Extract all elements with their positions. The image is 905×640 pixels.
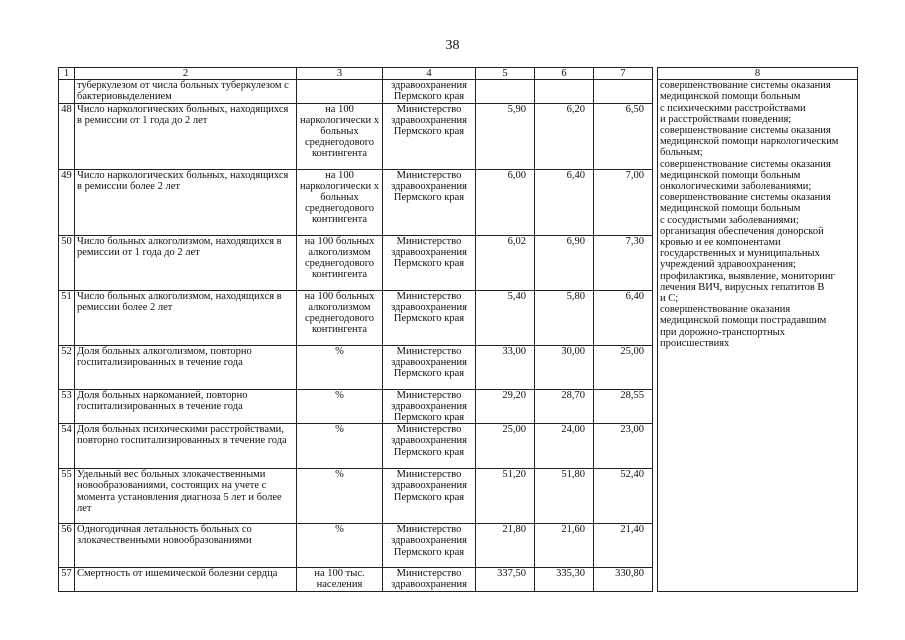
row-number: 54	[59, 424, 75, 469]
unit-cell: %	[297, 424, 383, 469]
column-gap	[653, 235, 658, 290]
value-year-2: 335,30	[535, 568, 594, 592]
measure-line: совершенствование системы оказания	[660, 80, 831, 92]
value-year-1: 5,40	[476, 290, 535, 345]
column-gap	[653, 290, 658, 345]
responsible-org: Министерство здравоохранения Пермского края	[383, 235, 476, 290]
row-number: 52	[59, 345, 75, 389]
indicators-table	[58, 67, 858, 592]
indicator-name: туберкулезом от числа больных туберкулезом с бактериовыделением	[75, 80, 297, 103]
row-number: 56	[59, 524, 75, 568]
indicator-name: Доля больных наркоманией, повторно госпитализированных в течение года	[75, 389, 297, 424]
value-year-1: 51,20	[476, 469, 535, 524]
responsible-org: Министерство здравоохранения Пермского края	[383, 290, 476, 345]
page-number: 38	[445, 38, 460, 53]
value-year-1: 6,02	[476, 235, 535, 290]
value-year-2: 21,60	[535, 524, 594, 568]
column-gap	[653, 524, 658, 568]
value-year-2: 24,00	[535, 424, 594, 469]
responsible-org: Министерство здравоохранения Пермского края	[383, 524, 476, 568]
measure-line: при дорожно-транспортных	[660, 326, 785, 338]
responsible-org: Министерство здравоохранения Пермского края	[383, 469, 476, 524]
value-year-1: 6,00	[476, 169, 535, 235]
indicator-name: Число больных алкоголизмом, находящихся в ремиссии от 1 года до 2 лет	[75, 235, 297, 290]
row-number: 50	[59, 235, 75, 290]
header-cell: 3	[297, 68, 383, 80]
value-year-3: 52,40	[594, 469, 653, 524]
measure-line: и расстройствами поведения;	[660, 113, 792, 125]
header-cell: 7	[594, 68, 653, 80]
measure-line: больным;	[660, 147, 703, 159]
measure-line: организация обеспечения донорской	[660, 225, 824, 237]
value-year-1: 25,00	[476, 424, 535, 469]
header-row	[59, 68, 858, 80]
row-number: 48	[59, 103, 75, 169]
value-year-1: 5,90	[476, 103, 535, 169]
measure-line: профилактика, выявление, мониторинг	[660, 270, 835, 282]
measure-line: учреждений здравоохранения;	[660, 259, 796, 271]
measure-line: с сосудистыми заболеваниями;	[660, 214, 799, 226]
value-year-3	[594, 80, 653, 103]
value-year-3: 25,00	[594, 345, 653, 389]
column-gap	[653, 169, 658, 235]
value-year-3: 23,00	[594, 424, 653, 469]
unit-cell: на 100 больных алкоголизмом среднегодового контингента	[297, 290, 383, 345]
value-year-3: 7,30	[594, 235, 653, 290]
responsible-org: Министерство здравоохранения Пермского края	[383, 424, 476, 469]
responsible-org: Министерство здравоохранения	[383, 568, 476, 592]
responsible-org: Министерство здравоохранения Пермского края	[383, 389, 476, 424]
value-year-2	[535, 80, 594, 103]
measure-line: медицинской помощи наркологическим	[660, 136, 839, 148]
unit-cell: на 100 больных алкоголизмом среднегодового контингента	[297, 235, 383, 290]
table-row	[59, 80, 858, 103]
value-year-2: 6,40	[535, 169, 594, 235]
measure-line: онкологическими заболеваниями;	[660, 181, 812, 193]
measure-line: происшествиях	[660, 337, 730, 349]
header-cell: 5	[476, 68, 535, 80]
measure-line: и С;	[660, 293, 679, 305]
unit-cell: %	[297, 469, 383, 524]
measure-line: совершенствование системы оказания	[660, 192, 831, 204]
row-number	[59, 80, 75, 103]
column-gap	[653, 469, 658, 524]
unit-cell	[297, 80, 383, 103]
measure-line: кровью и ее компонентами	[660, 237, 781, 249]
responsible-org: Министерство здравоохранения Пермского края	[383, 169, 476, 235]
value-year-3: 6,50	[594, 103, 653, 169]
value-year-3: 28,55	[594, 389, 653, 424]
unit-cell: %	[297, 345, 383, 389]
row-number: 55	[59, 469, 75, 524]
column-gap	[653, 103, 658, 169]
value-year-1: 29,20	[476, 389, 535, 424]
measure-line: медицинской помощи больным	[660, 203, 801, 215]
value-year-2: 28,70	[535, 389, 594, 424]
responsible-org: Министерство здравоохранения Пермского края	[383, 103, 476, 169]
measures-column	[658, 80, 858, 592]
value-year-1: 337,50	[476, 568, 535, 592]
row-number: 51	[59, 290, 75, 345]
value-year-2: 51,80	[535, 469, 594, 524]
value-year-1: 21,80	[476, 524, 535, 568]
responsible-org: Министерство здравоохранения Пермского края	[383, 345, 476, 389]
value-year-3: 21,40	[594, 524, 653, 568]
header-cell: 6	[535, 68, 594, 80]
measure-line: медицинской помощи пострадавшим	[660, 315, 827, 327]
unit-cell: на 100 наркологически х больных среднегодового контингента	[297, 103, 383, 169]
indicator-name: Число больных алкоголизмом, находящихся в ремиссии более 2 лет	[75, 290, 297, 345]
value-year-1: 33,00	[476, 345, 535, 389]
unit-cell: %	[297, 389, 383, 424]
indicator-name: Смертность от ишемической болезни сердца	[75, 568, 297, 592]
indicator-name: Число наркологических больных, находящихся в ремиссии более 2 лет	[75, 169, 297, 235]
measure-line: медицинской помощи больным	[660, 91, 801, 103]
measure-line: лечения ВИЧ, вирусных гепатитов В	[660, 281, 825, 293]
measure-line: совершенствование системы оказания	[660, 125, 831, 137]
responsible-org: здравоохранения Пермского края	[383, 80, 476, 103]
value-year-2: 30,00	[535, 345, 594, 389]
column-gap	[653, 424, 658, 469]
column-gap	[653, 568, 658, 592]
measure-line: с психическими расстройствами	[660, 102, 806, 114]
value-year-3: 6,40	[594, 290, 653, 345]
measure-line: медицинской помощи больным	[660, 169, 801, 181]
value-year-1	[476, 80, 535, 103]
indicator-name: Число наркологических больных, находящихся в ремиссии от 1 года до 2 лет	[75, 103, 297, 169]
unit-cell: %	[297, 524, 383, 568]
indicator-name: Одногодичная летальность больных со злокачественными новообразованиями	[75, 524, 297, 568]
measure-line: государственных и муниципальных	[660, 248, 820, 260]
row-number: 57	[59, 568, 75, 592]
row-number: 53	[59, 389, 75, 424]
header-cell: 1	[59, 68, 75, 80]
indicator-name: Доля больных психическими расстройствами, повторно госпитализированных в течение года	[75, 424, 297, 469]
measure-line: совершенствование системы оказания	[660, 158, 831, 170]
column-gap	[653, 389, 658, 424]
indicator-name: Доля больных алкоголизмом, повторно госпитализированных в течение года	[75, 345, 297, 389]
header-cell: 4	[383, 68, 476, 80]
indicator-name: Удельный вес больных злокачественными новообразованиями, состоящих на учете с момента установления диагноза 5 лет и более лет	[75, 469, 297, 524]
value-year-3: 330,80	[594, 568, 653, 592]
column-gap	[653, 345, 658, 389]
value-year-3: 7,00	[594, 169, 653, 235]
value-year-2: 5,80	[535, 290, 594, 345]
row-number: 49	[59, 169, 75, 235]
unit-cell: на 100 тыс. населения	[297, 568, 383, 592]
value-year-2: 6,90	[535, 235, 594, 290]
header-cell: 2	[75, 68, 297, 80]
unit-cell: на 100 наркологически х больных среднегодового контингента	[297, 169, 383, 235]
value-year-2: 6,20	[535, 103, 594, 169]
measure-line: совершенствование оказания	[660, 304, 791, 316]
header-cell: 8	[658, 68, 858, 80]
